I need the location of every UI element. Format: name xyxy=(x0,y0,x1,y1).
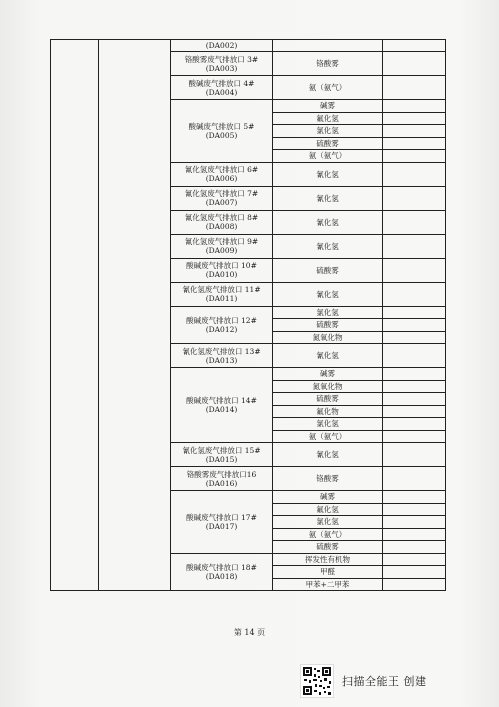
pollutant-cell: 氮氧化物 xyxy=(273,380,383,393)
outlet-cell xyxy=(171,467,273,491)
limit-cell xyxy=(383,430,446,443)
outlet-code: (DA007) xyxy=(205,198,238,207)
limit-cell xyxy=(383,52,446,76)
outlet-cell xyxy=(171,368,273,443)
outlet-code: (DA018) xyxy=(205,571,238,581)
pollutant-cell: 氰化氢 xyxy=(273,443,383,467)
outlet-cell xyxy=(171,210,273,234)
outlet-name: 酸碱废气排放口 4# xyxy=(188,78,255,88)
pollutant-cell: 氰化氢 xyxy=(273,282,383,306)
limit-cell xyxy=(383,491,446,504)
outlet-name: 酸碱废气排放口 18# xyxy=(186,562,257,572)
outlet-name: 酸碱废气排放口 12# xyxy=(186,315,257,325)
pollutant-cell: 氰化氢 xyxy=(273,344,383,368)
outlet-name: 氰化氢废气排放口 13# xyxy=(182,346,261,356)
pollutant-cell: 氮氧化物 xyxy=(273,331,383,344)
pollutant-cell: 氨（氨气） xyxy=(273,430,383,443)
permit-table xyxy=(50,39,446,591)
limit-cell xyxy=(383,528,446,541)
outlet-code: (DA017) xyxy=(205,521,238,531)
limit-cell xyxy=(383,125,446,138)
outlet-code: (DA015) xyxy=(205,454,238,464)
pollutant-cell: 氟化物 xyxy=(273,405,383,418)
outlet-code: (DA009) xyxy=(205,246,238,255)
outlet-name: 铬酸雾废气排放口 3# xyxy=(184,54,259,64)
outlet-code: (DA014) xyxy=(205,405,238,414)
outlet-cell xyxy=(171,344,273,368)
outlet-code: (DA011) xyxy=(205,294,238,303)
outlet-cell xyxy=(171,491,273,554)
pollutant-cell: 氯化氢 xyxy=(273,418,383,431)
limit-cell xyxy=(383,258,446,282)
limit-cell xyxy=(383,150,446,163)
limit-cell xyxy=(383,380,446,393)
pollutant-cell: 铬酸雾 xyxy=(273,467,383,491)
pollutant-cell: 氟化氢 xyxy=(273,503,383,516)
pollutant-cell: 氰化氢 xyxy=(273,210,383,234)
pollutant-cell: 甲苯+二甲苯 xyxy=(273,578,383,591)
limit-cell xyxy=(383,112,446,125)
pollutant-cell: 氯化氢 xyxy=(273,516,383,529)
limit-cell xyxy=(383,566,446,579)
limit-cell xyxy=(383,282,446,306)
limit-cell xyxy=(383,162,446,186)
outlet-code: (DA004) xyxy=(205,87,238,97)
limit-cell xyxy=(383,319,446,332)
outlet-cell xyxy=(171,306,273,344)
outlet-cell xyxy=(171,553,273,591)
outlet-name: 氰化氢废气排放口 8# xyxy=(184,213,259,222)
pollutant-cell: 氰化氢 xyxy=(273,186,383,210)
outlet-cell xyxy=(171,162,273,186)
outlet-name: 氰化氢废气排放口 7# xyxy=(184,189,259,198)
pollutant-cell: 硫酸雾 xyxy=(273,541,383,554)
limit-cell xyxy=(383,137,446,150)
pollutant-cell: 氨（氨气） xyxy=(273,528,383,541)
qr-code-icon xyxy=(300,664,334,698)
limit-cell xyxy=(383,393,446,406)
outlet-cell xyxy=(171,100,273,163)
pollutant-cell: 铬酸雾 xyxy=(273,52,383,76)
limit-cell xyxy=(383,418,446,431)
outlet-code: (DA012) xyxy=(205,324,238,334)
limit-cell xyxy=(383,368,446,381)
outlet-name: 酸碱废气排放口 17# xyxy=(186,512,257,522)
limit-cell xyxy=(383,541,446,554)
outlet-name: 酸碱废气排放口 5# xyxy=(188,121,255,131)
pollutant-cell: 氟化氢 xyxy=(273,112,383,125)
outlet-cell xyxy=(171,258,273,282)
limit-cell xyxy=(383,76,446,100)
outlet-name: 铬酸雾废气排放口16 xyxy=(186,469,257,479)
outlet-cell xyxy=(171,76,273,100)
outlet-code: (DA003) xyxy=(205,63,238,73)
outlet-code: (DA013) xyxy=(205,355,238,365)
outlet-cell xyxy=(171,186,273,210)
limit-cell xyxy=(383,578,446,591)
pollutant-cell: 碱雾 xyxy=(273,100,383,113)
limit-cell xyxy=(383,405,446,418)
limit-cell xyxy=(383,331,446,344)
outlet-name: 氰化氢废气排放口 9# xyxy=(184,237,259,246)
page-number: 第 14 页 xyxy=(233,628,266,637)
outlet-code: (DA010) xyxy=(205,270,238,279)
pollutant-cell: 碱雾 xyxy=(273,368,383,381)
scanner-watermark xyxy=(300,664,470,698)
outlet-cell xyxy=(171,234,273,258)
pollutant-cell: 硫酸雾 xyxy=(273,137,383,150)
outlet-name: 酸碱废气排放口 14# xyxy=(186,396,257,405)
limit-cell xyxy=(383,344,446,368)
outlet-code: (DA002) xyxy=(205,41,238,50)
pollutant-cell: 甲醛 xyxy=(273,566,383,579)
limit-cell xyxy=(383,503,446,516)
outlet-name: 氰化氢废气排放口 6# xyxy=(184,165,259,174)
pollutant-cell: 硫酸雾 xyxy=(273,393,383,406)
outlet-cell xyxy=(171,40,273,52)
outlet-code: (DA016) xyxy=(205,478,238,488)
limit-cell xyxy=(383,40,446,52)
category-cell xyxy=(51,40,99,591)
limit-cell xyxy=(383,443,446,467)
pollutant-cell xyxy=(273,40,383,52)
pollutant-cell: 氰化氢 xyxy=(273,234,383,258)
pollutant-cell: 硫酸雾 xyxy=(273,319,383,332)
limit-cell xyxy=(383,234,446,258)
outlet-name: 氰化氢废气排放口 11# xyxy=(182,285,261,294)
outlet-cell xyxy=(171,443,273,467)
pollutant-cell: 氨（氨气） xyxy=(273,76,383,100)
pollutant-cell: 氨（氨气） xyxy=(273,150,383,163)
pollutant-cell: 硫酸雾 xyxy=(273,258,383,282)
limit-cell xyxy=(383,186,446,210)
limit-cell xyxy=(383,100,446,113)
watermark-text: 扫描全能王 创建 xyxy=(342,675,427,688)
outlet-code: (DA005) xyxy=(205,130,238,140)
outlet-name: 氰化氢废气排放口 15# xyxy=(182,445,261,455)
limit-cell xyxy=(383,210,446,234)
pollutant-cell: 氯化氢 xyxy=(273,306,383,319)
outlet-cell xyxy=(171,282,273,306)
limit-cell xyxy=(383,306,446,319)
pollutant-cell: 碱雾 xyxy=(273,491,383,504)
limit-cell xyxy=(383,516,446,529)
limit-cell xyxy=(383,553,446,566)
outlet-name: 酸碱废气排放口 10# xyxy=(186,261,257,270)
table-row xyxy=(51,40,446,52)
pollutant-cell: 氯化氢 xyxy=(273,125,383,138)
limit-cell xyxy=(383,467,446,491)
outlet-code: (DA006) xyxy=(205,174,238,183)
type-cell xyxy=(99,40,171,591)
outlet-code: (DA008) xyxy=(205,222,238,231)
outlet-cell xyxy=(171,52,273,76)
pollutant-cell: 挥发性有机物 xyxy=(273,553,383,566)
pollutant-cell: 氰化氢 xyxy=(273,162,383,186)
